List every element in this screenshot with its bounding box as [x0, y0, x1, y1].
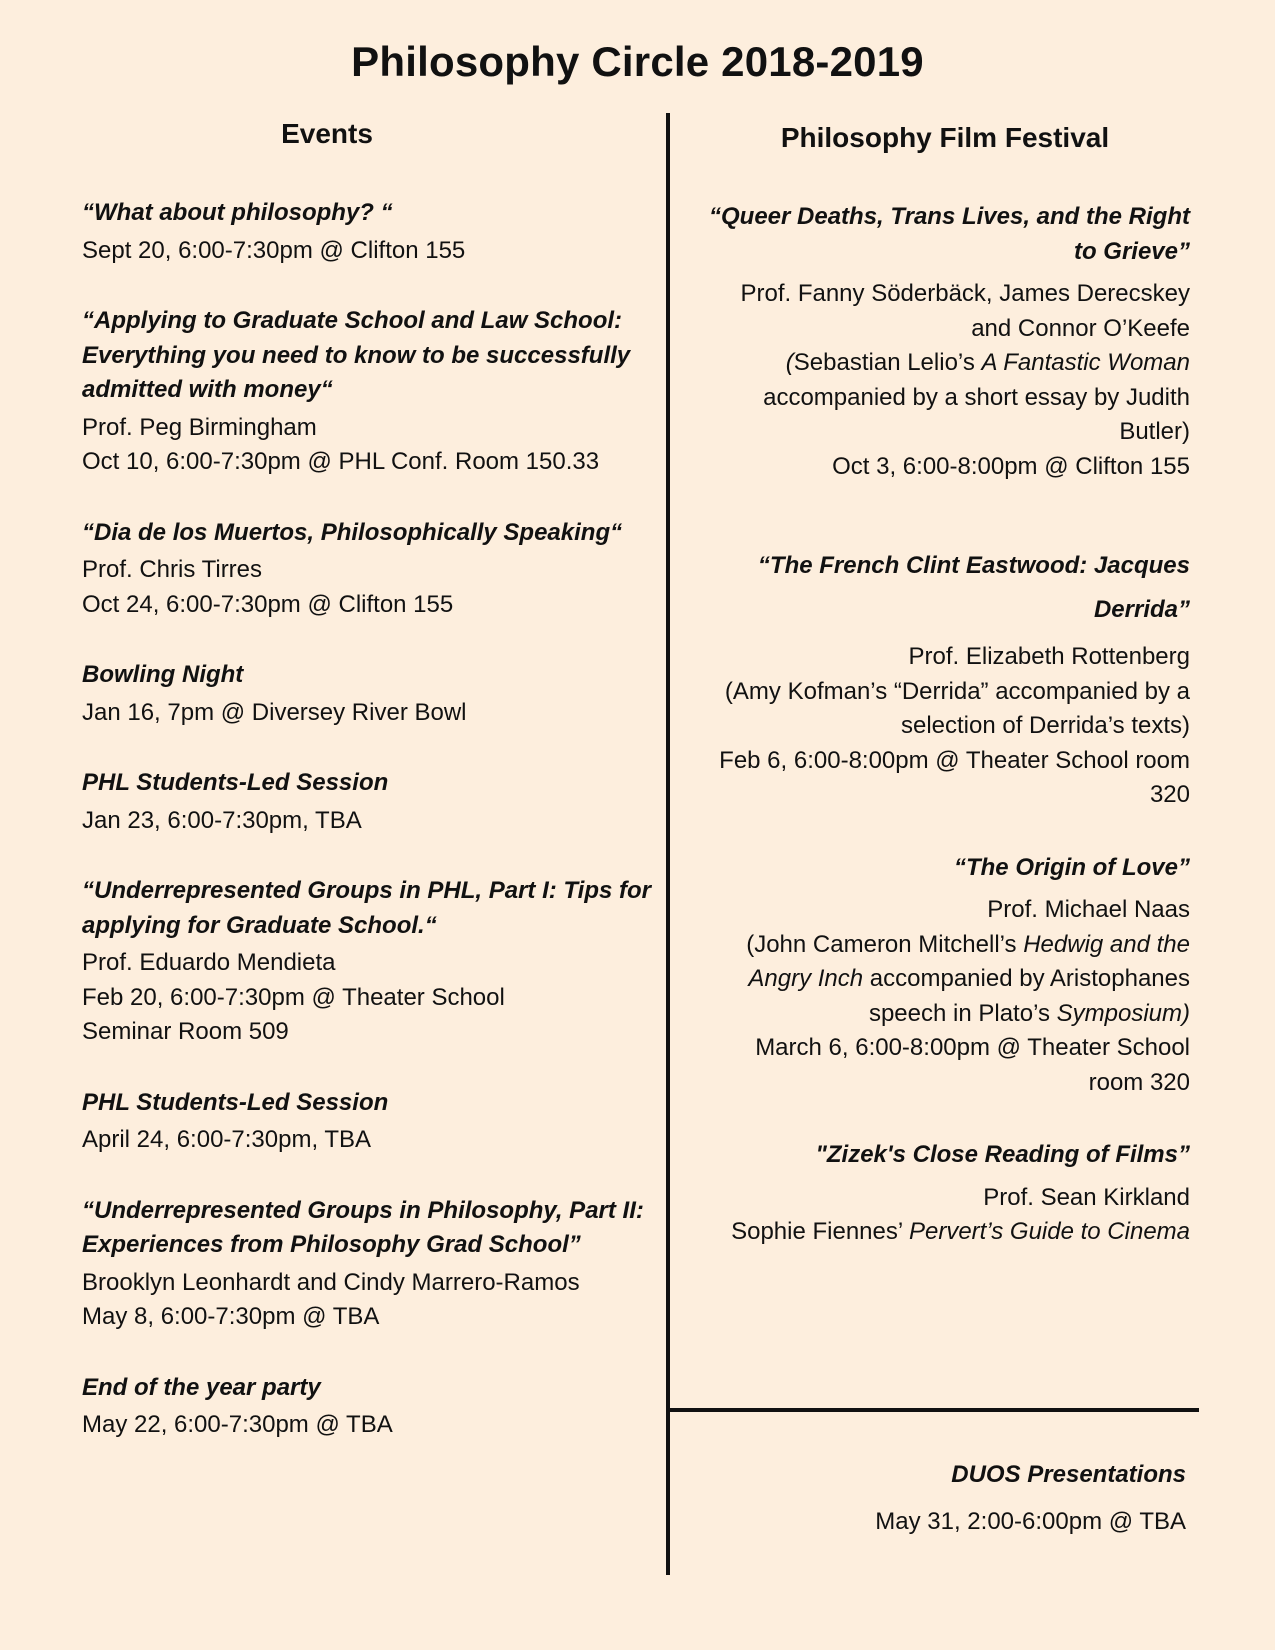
film-desc-title: Pervert’s Guide to Cinema [908, 1218, 1190, 1245]
event-detail: May 8, 6:00-7:30pm @ TBA [82, 1303, 380, 1330]
film-speakers: Prof. Michael Naas [987, 896, 1190, 923]
event-item [82, 1086, 652, 1158]
film-desc-title: Symposium) [1056, 999, 1190, 1027]
film-date: March 6, 6:00-8:00pm @ Theater School room 320 [755, 1034, 1190, 1096]
film-desc-text: Sebastian Lelio’s [793, 349, 982, 376]
film-desc-text: (John Cameron Mitchell’s [746, 930, 1024, 958]
event-title: End of the year party [82, 1373, 321, 1401]
event-item [82, 874, 652, 1050]
event-item [82, 658, 652, 730]
event-title: PHL Students-Led Session [82, 769, 389, 796]
event-detail: Oct 24, 6:00-7:30pm @ Clifton 155 [82, 590, 454, 618]
event-detail: Jan 16, 7pm @ Diversey River Bowl [82, 698, 467, 726]
event-detail: April 24, 6:00-7:30pm, TBA [82, 1126, 372, 1153]
film-title: “Queer Deaths, Trans Lives, and the Right to Grieve” [708, 203, 1190, 265]
event-detail: Oct 10, 6:00-7:30pm @ PHL Conf. Room 150.33 [82, 448, 600, 475]
event-detail: Seminar Room 509 [82, 1018, 289, 1045]
film-title: "Zizek's Close Reading of Films” [815, 1141, 1190, 1168]
event-title: PHL Students-Led Session [82, 1088, 389, 1116]
film-description [700, 346, 1190, 450]
film-date: Oct 3, 6:00-8:00pm @ Clifton 155 [832, 452, 1190, 480]
film-description [700, 928, 1190, 1032]
event-title: “What about philosophy? “ [82, 199, 393, 226]
event-detail: Prof. Chris Tirres [82, 556, 263, 583]
film-date: Feb 6, 6:00-8:00pm @ Theater School room 320 [719, 746, 1190, 808]
events-heading: Events [281, 118, 373, 149]
film-speakers: Prof. Sean Kirkland [983, 1183, 1190, 1211]
event-item [82, 304, 652, 480]
film-desc-text: accompanied by a short essay by Judith Butler) [763, 383, 1190, 445]
event-item [82, 516, 652, 623]
event-detail: Prof. Eduardo Mendieta [82, 949, 336, 976]
film-title: “The French Clint Eastwood: Jacques Derrida” [757, 552, 1190, 623]
event-detail: Prof. Peg Birmingham [82, 413, 317, 441]
event-item [82, 1371, 652, 1443]
film-item [700, 200, 1190, 484]
event-detail: Brooklyn Leonhardt and Cindy Marrero-Ramos [82, 1268, 580, 1296]
event-title: “Dia de los Muertos, Philosophically Speaking“ [82, 518, 623, 546]
event-title: “Underrepresented Groups in Philosophy, Part II: Experiences from Philosophy Grad School” [82, 1196, 644, 1258]
duos-title: DUOS Presentations [951, 1461, 1186, 1488]
film-title: “The Origin of Love” [953, 853, 1190, 881]
film-festival-column [700, 122, 1190, 1288]
event-detail: Feb 20, 6:00-7:30pm @ Theater School [82, 983, 505, 1011]
duos-date: May 31, 2:00-6:00pm @ TBA [875, 1507, 1186, 1535]
event-item [82, 196, 652, 268]
event-title: “Underrepresented Groups in PHL, Part I: Tips for applying for Graduate School.“ [82, 877, 651, 939]
duos-section [700, 1458, 1186, 1539]
event-detail: May 22, 6:00-7:30pm @ TBA [82, 1411, 393, 1438]
film-item [700, 544, 1190, 813]
event-item [82, 1194, 652, 1335]
film-speakers: Prof. Elizabeth Rottenberg [908, 643, 1190, 670]
film-festival-heading: Philosophy Film Festival [780, 122, 1110, 153]
film-speakers: Prof. Fanny Söderbäck, James Derecskey and Connor O’Keefe [740, 280, 1190, 342]
film-item [700, 851, 1190, 1101]
event-detail: Jan 23, 6:00-7:30pm, TBA [82, 806, 362, 834]
film-desc-text: Sophie Fiennes’ [731, 1218, 909, 1245]
event-detail: Sept 20, 6:00-7:30pm @ Clifton 155 [82, 236, 466, 264]
event-title: “Applying to Graduate School and Law School: Everything you need to know to be successfully admitted with money“ [82, 307, 631, 403]
film-item [700, 1138, 1190, 1250]
film-desc-text: accompanied by Aristophanes speech in Plato’s [863, 965, 1190, 1027]
page-title: Philosophy Circle 2018-2019 [351, 38, 924, 85]
section-divider [668, 1408, 1199, 1412]
film-desc-title: A Fantastic Woman [981, 349, 1190, 376]
column-divider [666, 113, 670, 1575]
film-desc-title: Hedwig and the Angry Inch [748, 930, 1190, 992]
events-column [82, 118, 652, 1479]
film-description [700, 1215, 1190, 1250]
film-description: (Amy Kofman’s “Derrida” accompanied by a selection of Derrida’s texts) [724, 677, 1190, 739]
event-title: Bowling Night [82, 661, 244, 688]
event-item [82, 766, 652, 838]
film-desc-paren: ( [785, 349, 794, 376]
